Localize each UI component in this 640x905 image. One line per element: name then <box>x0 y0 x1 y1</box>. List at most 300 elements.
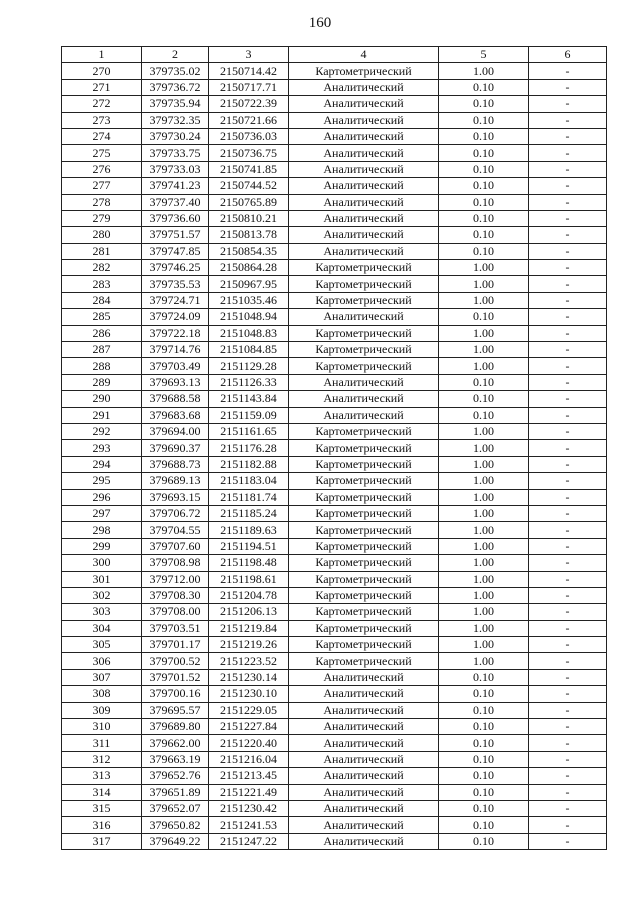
accuracy-cell: 0.10 <box>439 817 529 833</box>
x-coordinate-cell: 379736.60 <box>142 210 209 226</box>
y-coordinate-cell: 2150722.39 <box>209 96 289 112</box>
table-row <box>62 161 607 177</box>
point-number-cell: 315 <box>62 800 142 816</box>
x-coordinate-cell: 379712.00 <box>142 571 209 587</box>
method-cell: Картометрический <box>289 522 439 538</box>
point-number-cell: 272 <box>62 96 142 112</box>
point-number-cell: 280 <box>62 227 142 243</box>
x-coordinate-cell: 379693.13 <box>142 374 209 390</box>
method-cell: Аналитический <box>289 96 439 112</box>
table-header <box>62 47 607 63</box>
x-coordinate-cell: 379724.71 <box>142 292 209 308</box>
table-row <box>62 145 607 161</box>
method-cell: Картометрический <box>289 456 439 472</box>
point-number-cell: 290 <box>62 391 142 407</box>
x-coordinate-cell: 379707.60 <box>142 538 209 554</box>
note-cell: - <box>529 227 607 243</box>
point-number-cell: 307 <box>62 669 142 685</box>
y-coordinate-cell: 2151247.22 <box>209 833 289 849</box>
table-row <box>62 178 607 194</box>
table-row <box>62 784 607 800</box>
y-coordinate-cell: 2151159.09 <box>209 407 289 423</box>
y-coordinate-cell: 2151183.04 <box>209 473 289 489</box>
method-cell: Аналитический <box>289 210 439 226</box>
x-coordinate-cell: 379732.35 <box>142 112 209 128</box>
x-coordinate-cell: 379737.40 <box>142 194 209 210</box>
point-number-cell: 287 <box>62 342 142 358</box>
note-cell: - <box>529 686 607 702</box>
point-number-cell: 303 <box>62 604 142 620</box>
accuracy-cell: 0.10 <box>439 96 529 112</box>
y-coordinate-cell: 2151229.05 <box>209 702 289 718</box>
y-coordinate-cell: 2150813.78 <box>209 227 289 243</box>
table-row <box>62 604 607 620</box>
x-coordinate-cell: 379708.98 <box>142 555 209 571</box>
method-cell: Картометрический <box>289 538 439 554</box>
accuracy-cell: 1.00 <box>439 571 529 587</box>
y-coordinate-cell: 2151189.63 <box>209 522 289 538</box>
note-cell: - <box>529 817 607 833</box>
x-coordinate-cell: 379733.75 <box>142 145 209 161</box>
point-number-cell: 306 <box>62 653 142 669</box>
accuracy-cell: 1.00 <box>439 473 529 489</box>
table-row <box>62 423 607 439</box>
accuracy-cell: 1.00 <box>439 440 529 456</box>
point-number-cell: 296 <box>62 489 142 505</box>
table-row <box>62 587 607 603</box>
y-coordinate-cell: 2151035.46 <box>209 292 289 308</box>
y-coordinate-cell: 2150741.85 <box>209 161 289 177</box>
accuracy-cell: 0.10 <box>439 702 529 718</box>
accuracy-cell: 0.10 <box>439 735 529 751</box>
y-coordinate-cell: 2150736.03 <box>209 128 289 144</box>
method-cell: Аналитический <box>289 669 439 685</box>
table-row <box>62 342 607 358</box>
y-coordinate-cell: 2151230.14 <box>209 669 289 685</box>
column-header-4: 4 <box>289 47 439 63</box>
note-cell: - <box>529 309 607 325</box>
table-row <box>62 620 607 636</box>
note-cell: - <box>529 96 607 112</box>
method-cell: Картометрический <box>289 604 439 620</box>
note-cell: - <box>529 128 607 144</box>
method-cell: Аналитический <box>289 161 439 177</box>
point-number-cell: 302 <box>62 587 142 603</box>
y-coordinate-cell: 2151230.10 <box>209 686 289 702</box>
accuracy-cell: 1.00 <box>439 276 529 292</box>
table-row <box>62 833 607 849</box>
x-coordinate-cell: 379722.18 <box>142 325 209 341</box>
table-row <box>62 260 607 276</box>
method-cell: Аналитический <box>289 128 439 144</box>
method-cell: Аналитический <box>289 178 439 194</box>
table-row <box>62 489 607 505</box>
accuracy-cell: 1.00 <box>439 555 529 571</box>
note-cell: - <box>529 407 607 423</box>
accuracy-cell: 0.10 <box>439 833 529 849</box>
y-coordinate-cell: 2150717.71 <box>209 79 289 95</box>
note-cell: - <box>529 669 607 685</box>
point-number-cell: 316 <box>62 817 142 833</box>
note-cell: - <box>529 719 607 735</box>
table-row <box>62 555 607 571</box>
x-coordinate-cell: 379724.09 <box>142 309 209 325</box>
accuracy-cell: 0.10 <box>439 391 529 407</box>
y-coordinate-cell: 2151220.40 <box>209 735 289 751</box>
method-cell: Картометрический <box>289 342 439 358</box>
x-coordinate-cell: 379714.76 <box>142 342 209 358</box>
accuracy-cell: 0.10 <box>439 79 529 95</box>
table-row <box>62 735 607 751</box>
point-number-cell: 293 <box>62 440 142 456</box>
column-header-5: 5 <box>439 47 529 63</box>
note-cell: - <box>529 325 607 341</box>
note-cell: - <box>529 538 607 554</box>
table-row <box>62 800 607 816</box>
table-row <box>62 637 607 653</box>
note-cell: - <box>529 391 607 407</box>
point-number-cell: 292 <box>62 423 142 439</box>
x-coordinate-cell: 379700.52 <box>142 653 209 669</box>
table-row <box>62 571 607 587</box>
y-coordinate-cell: 2151194.51 <box>209 538 289 554</box>
table-row <box>62 276 607 292</box>
method-cell: Картометрический <box>289 358 439 374</box>
y-coordinate-cell: 2151129.28 <box>209 358 289 374</box>
method-cell: Картометрический <box>289 63 439 79</box>
x-coordinate-cell: 379694.00 <box>142 423 209 439</box>
accuracy-cell: 0.10 <box>439 768 529 784</box>
x-coordinate-cell: 379751.57 <box>142 227 209 243</box>
accuracy-cell: 0.10 <box>439 374 529 390</box>
point-number-cell: 300 <box>62 555 142 571</box>
x-coordinate-cell: 379703.51 <box>142 620 209 636</box>
y-coordinate-cell: 2151219.84 <box>209 620 289 636</box>
accuracy-cell: 1.00 <box>439 522 529 538</box>
x-coordinate-cell: 379735.53 <box>142 276 209 292</box>
column-header-6: 6 <box>529 47 607 63</box>
table-row <box>62 505 607 521</box>
x-coordinate-cell: 379700.16 <box>142 686 209 702</box>
table-row <box>62 79 607 95</box>
point-number-cell: 317 <box>62 833 142 849</box>
accuracy-cell: 1.00 <box>439 456 529 472</box>
x-coordinate-cell: 379701.17 <box>142 637 209 653</box>
method-cell: Картометрический <box>289 653 439 669</box>
column-header-2: 2 <box>142 47 209 63</box>
x-coordinate-cell: 379735.94 <box>142 96 209 112</box>
accuracy-cell: 1.00 <box>439 292 529 308</box>
point-number-cell: 273 <box>62 112 142 128</box>
x-coordinate-cell: 379689.13 <box>142 473 209 489</box>
method-cell: Аналитический <box>289 79 439 95</box>
x-coordinate-cell: 379708.30 <box>142 587 209 603</box>
method-cell: Аналитический <box>289 768 439 784</box>
accuracy-cell: 0.10 <box>439 161 529 177</box>
table-row <box>62 243 607 259</box>
note-cell: - <box>529 440 607 456</box>
table-row <box>62 63 607 79</box>
point-number-cell: 275 <box>62 145 142 161</box>
accuracy-cell: 1.00 <box>439 325 529 341</box>
method-cell: Картометрический <box>289 505 439 521</box>
note-cell: - <box>529 79 607 95</box>
y-coordinate-cell: 2151143.84 <box>209 391 289 407</box>
table-row <box>62 407 607 423</box>
table-row <box>62 440 607 456</box>
accuracy-cell: 0.10 <box>439 407 529 423</box>
table-row <box>62 653 607 669</box>
note-cell: - <box>529 735 607 751</box>
table-row <box>62 817 607 833</box>
method-cell: Аналитический <box>289 702 439 718</box>
point-number-cell: 308 <box>62 686 142 702</box>
table-row <box>62 194 607 210</box>
method-cell: Аналитический <box>289 227 439 243</box>
y-coordinate-cell: 2150854.35 <box>209 243 289 259</box>
method-cell: Картометрический <box>289 325 439 341</box>
method-cell: Аналитический <box>289 751 439 767</box>
method-cell: Аналитический <box>289 784 439 800</box>
method-cell: Аналитический <box>289 686 439 702</box>
x-coordinate-cell: 379703.49 <box>142 358 209 374</box>
column-header-3: 3 <box>209 47 289 63</box>
accuracy-cell: 1.00 <box>439 423 529 439</box>
note-cell: - <box>529 702 607 718</box>
y-coordinate-cell: 2151223.52 <box>209 653 289 669</box>
point-number-cell: 281 <box>62 243 142 259</box>
note-cell: - <box>529 292 607 308</box>
point-number-cell: 289 <box>62 374 142 390</box>
point-number-cell: 297 <box>62 505 142 521</box>
point-number-cell: 276 <box>62 161 142 177</box>
x-coordinate-cell: 379704.55 <box>142 522 209 538</box>
x-coordinate-cell: 379688.58 <box>142 391 209 407</box>
note-cell: - <box>529 276 607 292</box>
y-coordinate-cell: 2151048.83 <box>209 325 289 341</box>
y-coordinate-cell: 2151181.74 <box>209 489 289 505</box>
method-cell: Картометрический <box>289 260 439 276</box>
x-coordinate-cell: 379741.23 <box>142 178 209 194</box>
y-coordinate-cell: 2151126.33 <box>209 374 289 390</box>
method-cell: Аналитический <box>289 800 439 816</box>
y-coordinate-cell: 2151198.48 <box>209 555 289 571</box>
accuracy-cell: 0.10 <box>439 669 529 685</box>
y-coordinate-cell: 2151084.85 <box>209 342 289 358</box>
method-cell: Картометрический <box>289 292 439 308</box>
accuracy-cell: 1.00 <box>439 260 529 276</box>
note-cell: - <box>529 358 607 374</box>
x-coordinate-cell: 379693.15 <box>142 489 209 505</box>
note-cell: - <box>529 522 607 538</box>
y-coordinate-cell: 2151048.94 <box>209 309 289 325</box>
method-cell: Картометрический <box>289 587 439 603</box>
note-cell: - <box>529 637 607 653</box>
note-cell: - <box>529 505 607 521</box>
table-row <box>62 112 607 128</box>
table-row <box>62 686 607 702</box>
note-cell: - <box>529 194 607 210</box>
note-cell: - <box>529 161 607 177</box>
point-number-cell: 311 <box>62 735 142 751</box>
method-cell: Картометрический <box>289 423 439 439</box>
y-coordinate-cell: 2151221.49 <box>209 784 289 800</box>
table-row <box>62 391 607 407</box>
x-coordinate-cell: 379652.07 <box>142 800 209 816</box>
note-cell: - <box>529 374 607 390</box>
point-number-cell: 283 <box>62 276 142 292</box>
table-row <box>62 719 607 735</box>
method-cell: Аналитический <box>289 145 439 161</box>
y-coordinate-cell: 2150714.42 <box>209 63 289 79</box>
table-row <box>62 538 607 554</box>
table-row <box>62 751 607 767</box>
point-number-cell: 285 <box>62 309 142 325</box>
x-coordinate-cell: 379730.24 <box>142 128 209 144</box>
table-row <box>62 358 607 374</box>
note-cell: - <box>529 63 607 79</box>
table-row <box>62 309 607 325</box>
method-cell: Аналитический <box>289 194 439 210</box>
y-coordinate-cell: 2151227.84 <box>209 719 289 735</box>
point-number-cell: 271 <box>62 79 142 95</box>
point-number-cell: 314 <box>62 784 142 800</box>
accuracy-cell: 1.00 <box>439 489 529 505</box>
note-cell: - <box>529 571 607 587</box>
note-cell: - <box>529 784 607 800</box>
y-coordinate-cell: 2151185.24 <box>209 505 289 521</box>
accuracy-cell: 0.10 <box>439 784 529 800</box>
point-number-cell: 299 <box>62 538 142 554</box>
accuracy-cell: 1.00 <box>439 604 529 620</box>
note-cell: - <box>529 489 607 505</box>
header-row <box>62 47 607 63</box>
note-cell: - <box>529 751 607 767</box>
accuracy-cell: 0.10 <box>439 210 529 226</box>
note-cell: - <box>529 260 607 276</box>
y-coordinate-cell: 2150721.66 <box>209 112 289 128</box>
note-cell: - <box>529 800 607 816</box>
point-number-cell: 310 <box>62 719 142 735</box>
method-cell: Аналитический <box>289 243 439 259</box>
table-row <box>62 768 607 784</box>
accuracy-cell: 0.10 <box>439 309 529 325</box>
method-cell: Аналитический <box>289 817 439 833</box>
point-number-cell: 284 <box>62 292 142 308</box>
note-cell: - <box>529 604 607 620</box>
table-row <box>62 292 607 308</box>
method-cell: Картометрический <box>289 489 439 505</box>
accuracy-cell: 1.00 <box>439 342 529 358</box>
method-cell: Картометрический <box>289 555 439 571</box>
note-cell: - <box>529 423 607 439</box>
method-cell: Аналитический <box>289 309 439 325</box>
point-number-cell: 282 <box>62 260 142 276</box>
table-row <box>62 522 607 538</box>
point-number-cell: 277 <box>62 178 142 194</box>
point-number-cell: 298 <box>62 522 142 538</box>
y-coordinate-cell: 2151198.61 <box>209 571 289 587</box>
y-coordinate-cell: 2151216.04 <box>209 751 289 767</box>
point-number-cell: 305 <box>62 637 142 653</box>
x-coordinate-cell: 379746.25 <box>142 260 209 276</box>
accuracy-cell: 1.00 <box>439 358 529 374</box>
note-cell: - <box>529 555 607 571</box>
method-cell: Картометрический <box>289 620 439 636</box>
accuracy-cell: 0.10 <box>439 128 529 144</box>
method-cell: Аналитический <box>289 112 439 128</box>
accuracy-cell: 0.10 <box>439 194 529 210</box>
x-coordinate-cell: 379701.52 <box>142 669 209 685</box>
y-coordinate-cell: 2150810.21 <box>209 210 289 226</box>
note-cell: - <box>529 653 607 669</box>
x-coordinate-cell: 379733.03 <box>142 161 209 177</box>
accuracy-cell: 0.10 <box>439 719 529 735</box>
accuracy-cell: 0.10 <box>439 178 529 194</box>
note-cell: - <box>529 145 607 161</box>
accuracy-cell: 0.10 <box>439 227 529 243</box>
coordinates-table <box>61 46 607 850</box>
method-cell: Аналитический <box>289 833 439 849</box>
point-number-cell: 304 <box>62 620 142 636</box>
point-number-cell: 301 <box>62 571 142 587</box>
y-coordinate-cell: 2150744.52 <box>209 178 289 194</box>
point-number-cell: 313 <box>62 768 142 784</box>
method-cell: Аналитический <box>289 719 439 735</box>
accuracy-cell: 0.10 <box>439 243 529 259</box>
y-coordinate-cell: 2150967.95 <box>209 276 289 292</box>
y-coordinate-cell: 2151241.53 <box>209 817 289 833</box>
note-cell: - <box>529 210 607 226</box>
x-coordinate-cell: 379690.37 <box>142 440 209 456</box>
x-coordinate-cell: 379650.82 <box>142 817 209 833</box>
x-coordinate-cell: 379683.68 <box>142 407 209 423</box>
x-coordinate-cell: 379651.89 <box>142 784 209 800</box>
y-coordinate-cell: 2151230.42 <box>209 800 289 816</box>
note-cell: - <box>529 112 607 128</box>
table-row <box>62 473 607 489</box>
note-cell: - <box>529 833 607 849</box>
method-cell: Аналитический <box>289 391 439 407</box>
accuracy-cell: 0.10 <box>439 800 529 816</box>
point-number-cell: 291 <box>62 407 142 423</box>
x-coordinate-cell: 379736.72 <box>142 79 209 95</box>
table-row <box>62 702 607 718</box>
accuracy-cell: 1.00 <box>439 63 529 79</box>
accuracy-cell: 1.00 <box>439 587 529 603</box>
x-coordinate-cell: 379735.02 <box>142 63 209 79</box>
table-row <box>62 128 607 144</box>
column-header-1: 1 <box>62 47 142 63</box>
accuracy-cell: 0.10 <box>439 686 529 702</box>
point-number-cell: 270 <box>62 63 142 79</box>
table-row <box>62 374 607 390</box>
method-cell: Картометрический <box>289 440 439 456</box>
table-row <box>62 325 607 341</box>
x-coordinate-cell: 379663.19 <box>142 751 209 767</box>
table-body <box>62 63 607 850</box>
method-cell: Картометрический <box>289 473 439 489</box>
accuracy-cell: 0.10 <box>439 112 529 128</box>
accuracy-cell: 1.00 <box>439 505 529 521</box>
note-cell: - <box>529 243 607 259</box>
note-cell: - <box>529 456 607 472</box>
note-cell: - <box>529 342 607 358</box>
x-coordinate-cell: 379688.73 <box>142 456 209 472</box>
x-coordinate-cell: 379747.85 <box>142 243 209 259</box>
point-number-cell: 278 <box>62 194 142 210</box>
y-coordinate-cell: 2151219.26 <box>209 637 289 653</box>
